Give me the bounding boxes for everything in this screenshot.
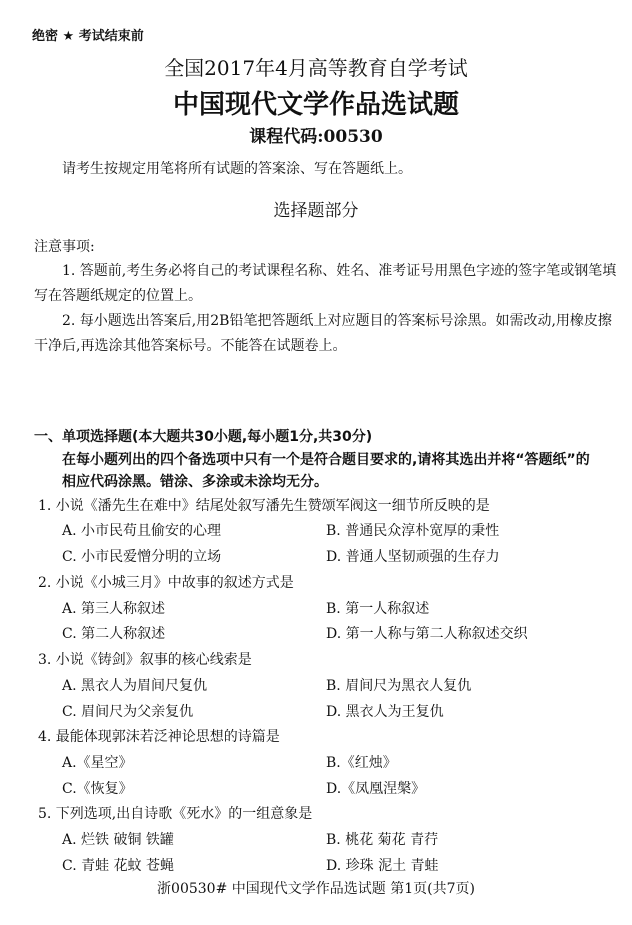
note-item-1: 1. 答题前,考生务必将自己的考试课程名称、姓名、准考证号用黑色字迹的签字笔或钢笔填写在答题纸规定的位置上。 xyxy=(34,263,617,304)
question-2-option-d: D. 第一人称与第二人称叙述交织 xyxy=(326,626,528,642)
part-title: 选择题部分 xyxy=(273,201,359,221)
question-3-option-b: B. 眉间尺为黑衣人复仇 xyxy=(326,678,472,694)
question-5-option-b: B. 桃花 菊花 青荇 xyxy=(326,832,439,848)
question-1-option-b: B. 普通民众淳朴宽厚的秉性 xyxy=(326,523,500,539)
paper-title: 中国现代文学作品选试题 xyxy=(172,90,459,120)
question-1-stem: 1. 小说《潘先生在难中》结尾处叙写潘先生赞颂军阀这一细节所反映的是 xyxy=(38,498,490,514)
section-title: 一、单项选择题(本大题共30小题,每小题1分,共30分) xyxy=(34,429,373,445)
course-code: 课程代码:00530 xyxy=(249,127,383,147)
exam-title: 全国2017年4月高等教育自学考试 xyxy=(164,56,468,80)
question-5-option-d: D. 珍珠 泥土 青蛙 xyxy=(326,858,439,874)
question-4-option-c: C.《恢复》 xyxy=(62,781,133,797)
answer-instruction: 请考生按规定用笔将所有试题的答案涂、写在答题纸上。 xyxy=(62,161,412,177)
question-4-option-b: B.《红烛》 xyxy=(326,755,397,771)
section-description: 在每小题列出的四个备选项中只有一个是符合题目要求的,请将其选出并将“答题纸”的相应代码涂黑。错涂、多涂或未涂均无分。 xyxy=(62,452,590,490)
question-3-stem: 3. 小说《铸剑》叙事的核心线索是 xyxy=(38,652,252,668)
question-3-option-c: C. 眉间尺为父亲复仇 xyxy=(62,704,194,720)
question-3-option-d: D. 黑衣人为王复仇 xyxy=(326,704,444,720)
confidential-label: 绝密 ★ 考试结束前 xyxy=(32,29,144,44)
question-1-option-d: D. 普通人坚韧顽强的生存力 xyxy=(326,549,500,565)
question-4-stem: 4. 最能体现郭沫若泛神论思想的诗篇是 xyxy=(38,729,280,745)
question-2-stem: 2. 小说《小城三月》中故事的叙述方式是 xyxy=(38,575,294,591)
note-item-2: 2. 每小题选出答案后,用2B铅笔把答题纸上对应题目的答案标号涂黑。如需改动,用橡皮擦干净后,再选涂其他答案标号。不能答在试题卷上。 xyxy=(34,313,612,354)
question-2-option-b: B. 第一人称叙述 xyxy=(326,601,430,617)
question-1-option-a: A. 小市民苟且偷安的心理 xyxy=(62,523,222,539)
question-1-option-c: C. 小市民爱憎分明的立场 xyxy=(62,549,222,565)
question-5-option-a: A. 烂铁 破铜 铁罐 xyxy=(62,832,174,848)
notes-title: 注意事项: xyxy=(34,239,95,255)
page-footer: 浙00530# 中国现代文学作品选试题 第1页(共7页) xyxy=(157,881,475,897)
question-5-stem: 5. 下列选项,出自诗歌《死水》的一组意象是 xyxy=(38,806,313,822)
question-5-option-c: C. 青蛙 花蚊 苍蝇 xyxy=(62,858,175,874)
question-3-option-a: A. 黑衣人为眉间尺复仇 xyxy=(62,678,208,694)
question-2-option-a: A. 第三人称叙述 xyxy=(62,601,166,617)
question-2-option-c: C. 第二人称叙述 xyxy=(62,626,166,642)
question-4-option-d: D.《凤凰涅槃》 xyxy=(326,781,426,797)
question-4-option-a: A.《星空》 xyxy=(62,755,133,771)
